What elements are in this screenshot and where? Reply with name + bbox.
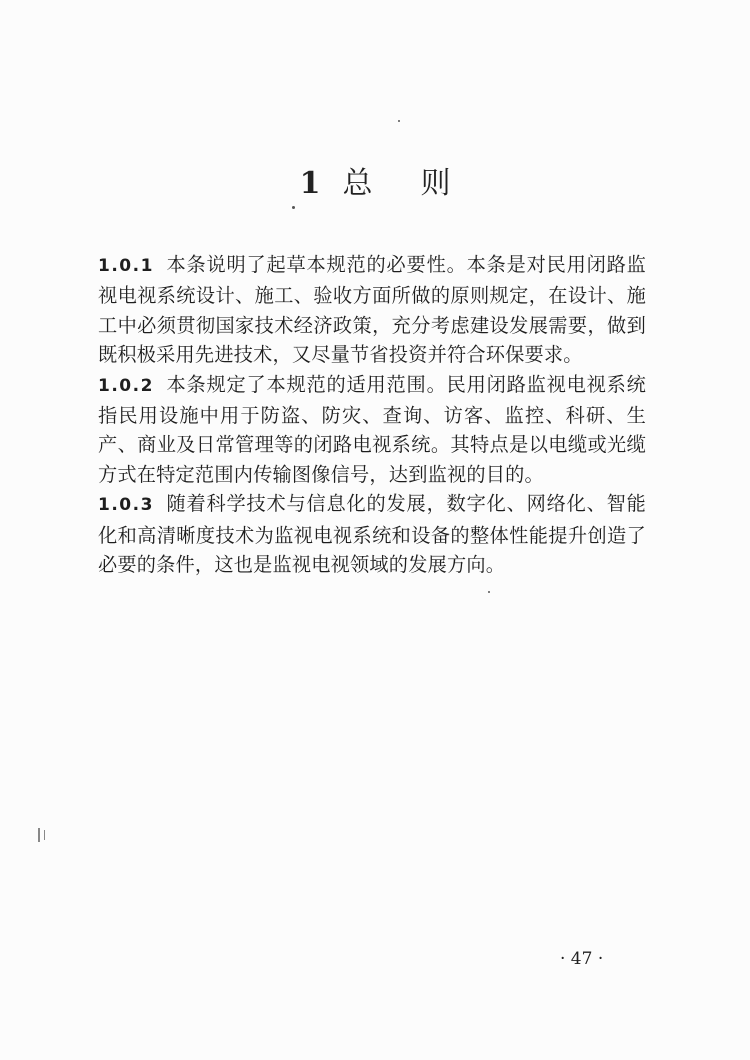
chapter-title-char-1: 总 <box>342 166 373 201</box>
chapter-title <box>0 158 750 202</box>
clause-text: 随着科学技术与信息化的发展，数字化、网络化、智能化和高清晰度技术为监视电视系统和设备的整体性能提升创造了必要的条件，这也是监视电视领域的发展方向。 <box>98 492 646 577</box>
scan-speck <box>292 206 295 209</box>
page-number: · 47 · <box>560 949 604 969</box>
clause-number: 1.0.3 <box>98 495 154 516</box>
scan-artifact <box>38 828 40 842</box>
scan-speck <box>488 591 490 593</box>
clause-list <box>98 250 646 579</box>
clause-number: 1.0.1 <box>98 256 154 276</box>
clause-text: 本条说明了起草本规范的必要性。本条是对民用闭路监视电视系统设计、施工、验收方面所做的原则规定，在设计、施工中必须贯彻国家技术经济政策，充分考虑建设发展需要，做到既积极采用先进技术，又尽量节省投资并符合环保要求。 <box>98 253 646 367</box>
scan-speck <box>398 120 400 122</box>
clause-number: 1.0.2 <box>98 375 154 396</box>
clause-1-0-3 <box>98 489 646 579</box>
chapter-title-char-2: 则 <box>420 166 451 201</box>
clause-1-0-2 <box>98 370 646 490</box>
scan-artifact <box>44 830 45 840</box>
chapter-number: 1 <box>299 166 321 201</box>
clause-1-0-1 <box>98 250 646 370</box>
clause-text: 本条规定了本规范的适用范围。民用闭路监视电视系统指民用设施中用于防盗、防灾、查询、访客、监控、科研、生产、商业及日常管理等的闭路电视系统。其特点是以电缆或光缆方式在特定范围内传输图像信号，达到监视的目的。 <box>98 372 646 486</box>
